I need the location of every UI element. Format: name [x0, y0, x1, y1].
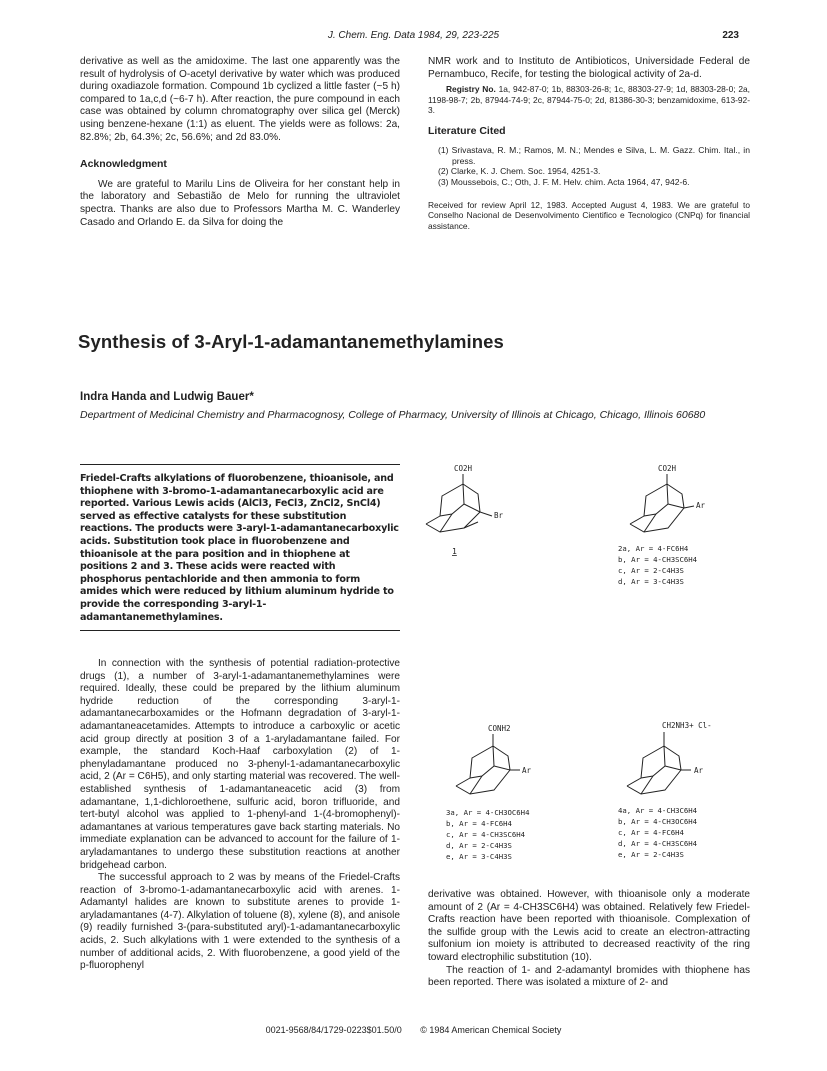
substituent-item: 4a, Ar = 4-CH3C6H4 — [618, 806, 698, 815]
article-title: Synthesis of 3-Aryl-1-adamantanemethylamines — [78, 331, 504, 352]
page-number: 223 — [722, 30, 739, 41]
substituent-item: 3a, Ar = 4-CH3OC6H4 — [446, 808, 530, 817]
page-footer — [0, 1025, 827, 1035]
body-right-column — [428, 889, 750, 990]
registry-label: Registry No. — [446, 84, 496, 95]
substituent-item: e, Ar = 2-C4H3S — [618, 850, 684, 859]
article-authors: Indra Handa and Ludwig Bauer* — [80, 391, 254, 403]
structure-side-group: Ar — [522, 766, 532, 775]
structure-top-group: CO2H — [658, 464, 677, 473]
substituent-item: 2a, Ar = 4-FC6H4 — [618, 544, 689, 553]
substituent-item: b, Ar = 4-CH3SC6H4 — [618, 555, 698, 564]
reference-item: (2) Clarke, K. J. Chem. Soc. 1954, 4251-3. — [438, 166, 601, 177]
structure-top-group: CONH2 — [488, 724, 511, 733]
abstract-text: Friedel-Crafts alkylations of fluorobenzene, thioanisole, and thiophene with 3-bromo-1-adamantanecarboxylic acid are reported. Various Lewis acids (AlCl3, FeCl3, ZnCl2, SnCl4) served as effective catalysts for these substitution reactions. The products were 3-aryl-1-adamantanecarboxylic acids. Substitution took place in fluorobenzene and thioanisole at the para position and in thiophene at positions 2 and 3. These acids were reacted with phosphorus pentachloride and then ammonia to form amides which were reduced by lithium aluminum hydride to provide the corresponding 3-aryl-1-adamantanemethylamines. — [80, 473, 399, 623]
registry-text: 1a, 942-87-0; 1b, 88303-26-8; 1c, 88303-27-9; 1d, 88303-28-0; 2a, 1198-98-7; 2b, 87944-74-9; 2c, 87944-75-0; 2d, 81386-30-3; benzamidoxime, 613-92-3. — [428, 84, 750, 116]
structure-side-group: Ar — [696, 501, 706, 510]
structure-top-group: CO2H — [454, 464, 473, 473]
substituent-item: c, Ar = 4-FC6H4 — [618, 828, 684, 837]
reference-list — [428, 145, 750, 187]
prev-article-left-column — [80, 56, 400, 229]
structure-label: 1 — [452, 547, 457, 556]
substituent-list — [618, 805, 768, 860]
structure-top-group: CH2NH3+ Cl- — [662, 721, 712, 730]
body-paragraph: The reaction of 1- and 2-adamantyl bromides with thiophene has been reported. There was isolated a mixture of 2- and — [428, 964, 750, 989]
acknowledgment-text: We are grateful to Marilu Lins de Oliveira for her constant help in the laboratory and Sebastião de Melo for running the ultraviolet spectra. Thanks are also due to Professors Martha M. C. Wanderley Casado and Orlando E. da Silva for doing the — [80, 178, 400, 228]
prev-article-right-column — [428, 56, 750, 231]
article-code: 0021-9568/84/1729-0223$01.50/0 — [265, 1025, 402, 1035]
body-left-column — [80, 658, 400, 973]
registry-numbers — [428, 84, 750, 116]
copyright-notice: © 1984 American Chemical Society — [420, 1025, 562, 1035]
body-paragraph: derivative was obtained. However, with thioanisole only a moderate amount of 2 (Ar = 4-CH3SC6H4) was obtained. Relatively few Friedel-Crafts reaction have been reported with thioanisole. Complexation of the sulfide group with the Lewis acid to create an electron-attracting sulfonium ion moiety is attributed to decreased reactivity of the ring toward electrophilic substitution (10). — [428, 889, 750, 963]
substituent-item: e, Ar = 3-C4H3S — [446, 852, 512, 861]
adamantane-structure-icon — [418, 462, 518, 572]
acknowledgment-heading: Acknowledgment — [80, 158, 167, 171]
adamantane-structure-icon — [618, 716, 768, 800]
structure-4 — [618, 716, 768, 880]
prev-article-continuation: NMR work and to Instituto de Antibioticos, Universidade Federal de Pernambuco, Recife, for testing the biological activity of 2a-d. — [428, 56, 750, 80]
body-paragraph: The successful approach to 2 was by means of the Friedel-Crafts reaction of 3-bromo-1-adamantanecarboxylic acid with arenes. 1-Adamantyl halides are known to substitute arenes to provide 1-aryladamantanes (4-7). Alkylation of toluene (8), xylene (8), and anisole (9) readily furnished 3-(para-substituted aryl)-1-adamantanecarboxylic acids, 2. Such alkylations with 1 were extended to the synthesis of a number of additional acids, 2. With fluorobenzene, a good yield of the p-fluorophenyl — [80, 872, 400, 972]
substituent-list — [618, 543, 746, 587]
structure-3 — [446, 720, 586, 880]
reference-item: (3) Moussebois, C.; Oth, J. F. M. Helv. chim. Acta 1964, 47, 942-6. — [438, 177, 690, 188]
substituent-item: c, Ar = 4-CH3SC6H4 — [446, 830, 526, 839]
substituent-item: b, Ar = 4-CH3OC6H4 — [618, 817, 698, 826]
structure-1 — [418, 462, 518, 572]
abstract-box — [80, 464, 400, 631]
prev-article-paragraph: derivative as well as the amidoxime. The last one apparently was the result of hydrolysis of O-acetyl derivative by water which was produced during oxadiazole formation. Compound 1b cyclized a little faster (~5 h) compared to 1a,c,d (~6-7 h). After reaction, the pure compound in each case was obtained by column chromatography over silica gel (Merck) using benzene-hexane (1:1) as eluent. The yields were as follows: 2a, 82.8%; 2b, 64.3%; 2c, 56.6%; and 2d 83.0%. — [80, 56, 400, 143]
substituent-item: d, Ar = 4-CH3SC6H4 — [618, 839, 698, 848]
body-paragraph: In connection with the synthesis of potential radiation-protective drugs (1), a number of 3-aryl-1-adamantanemethylamines were required. Ideally, these could be prepared by the lithium aluminum hydride reduction of the corresponding 3-aryl-1-adamantanecarboxamides or the Hofmann degradation of 3-aryl-1-adamantaneacetamides. Attempts to introduce a carboxylic or acetic acid group directly at position 3 of a 1-aryladamantane failed. For example, the standard Koch-Haaf carboxylation (2) of 1-phenyladamantane produced no 3-phenyl-1-adamantanecarboxylic acid, 2 (Ar = C6H5), and only starting material was recovered. The well-established synthesis of 1-adamantaneacetic acid (3) from adamantane, 1,1-dichloroethene, sulfuric acid, boron trifluoride, and tert-butyl alcohol was applied to 1-phenyl-and 1-(4-bromophenyl)-adamantanes at various temperatures gave back starting materials. No immediate explanation can be advanced to account for the failure of 1-aryladamantanes to undergo these substitution reactions at another bridgehead carbon. — [80, 658, 400, 871]
journal-citation: J. Chem. Eng. Data 1984, 29, 223-225 — [327, 30, 500, 41]
substituent-list — [446, 807, 586, 862]
author-affiliation: Department of Medicinal Chemistry and Pharmacognosy, College of Pharmacy, University of Illinois at Chicago, Chicago, Illinois 60680 — [80, 409, 706, 421]
adamantane-structure-icon — [616, 462, 716, 538]
substituent-item: b, Ar = 4-FC6H4 — [446, 819, 512, 828]
literature-cited-heading: Literature Cited — [428, 124, 506, 137]
reference-item: (1) Srivastava, R. M.; Ramos, M. N.; Mendes e Silva, L. M. Gazz. Chim. Ital., in press. — [438, 145, 750, 166]
received-note: Received for review April 12, 1983. Accepted August 4, 1983. We are grateful to Conselho Nacional de Desenvolvimento Cientifico e Tecnologico (CNPq) for financial assistance. — [428, 199, 750, 231]
structure-2 — [616, 462, 746, 612]
substituent-item: d, Ar = 2-C4H3S — [446, 841, 512, 850]
structure-side-group: Br — [494, 511, 504, 520]
adamantane-structure-icon — [446, 720, 556, 800]
substituent-item: c, Ar = 2-C4H3S — [618, 566, 684, 575]
substituent-item: d, Ar = 3-C4H3S — [618, 577, 684, 586]
structure-side-group: Ar — [694, 766, 704, 775]
